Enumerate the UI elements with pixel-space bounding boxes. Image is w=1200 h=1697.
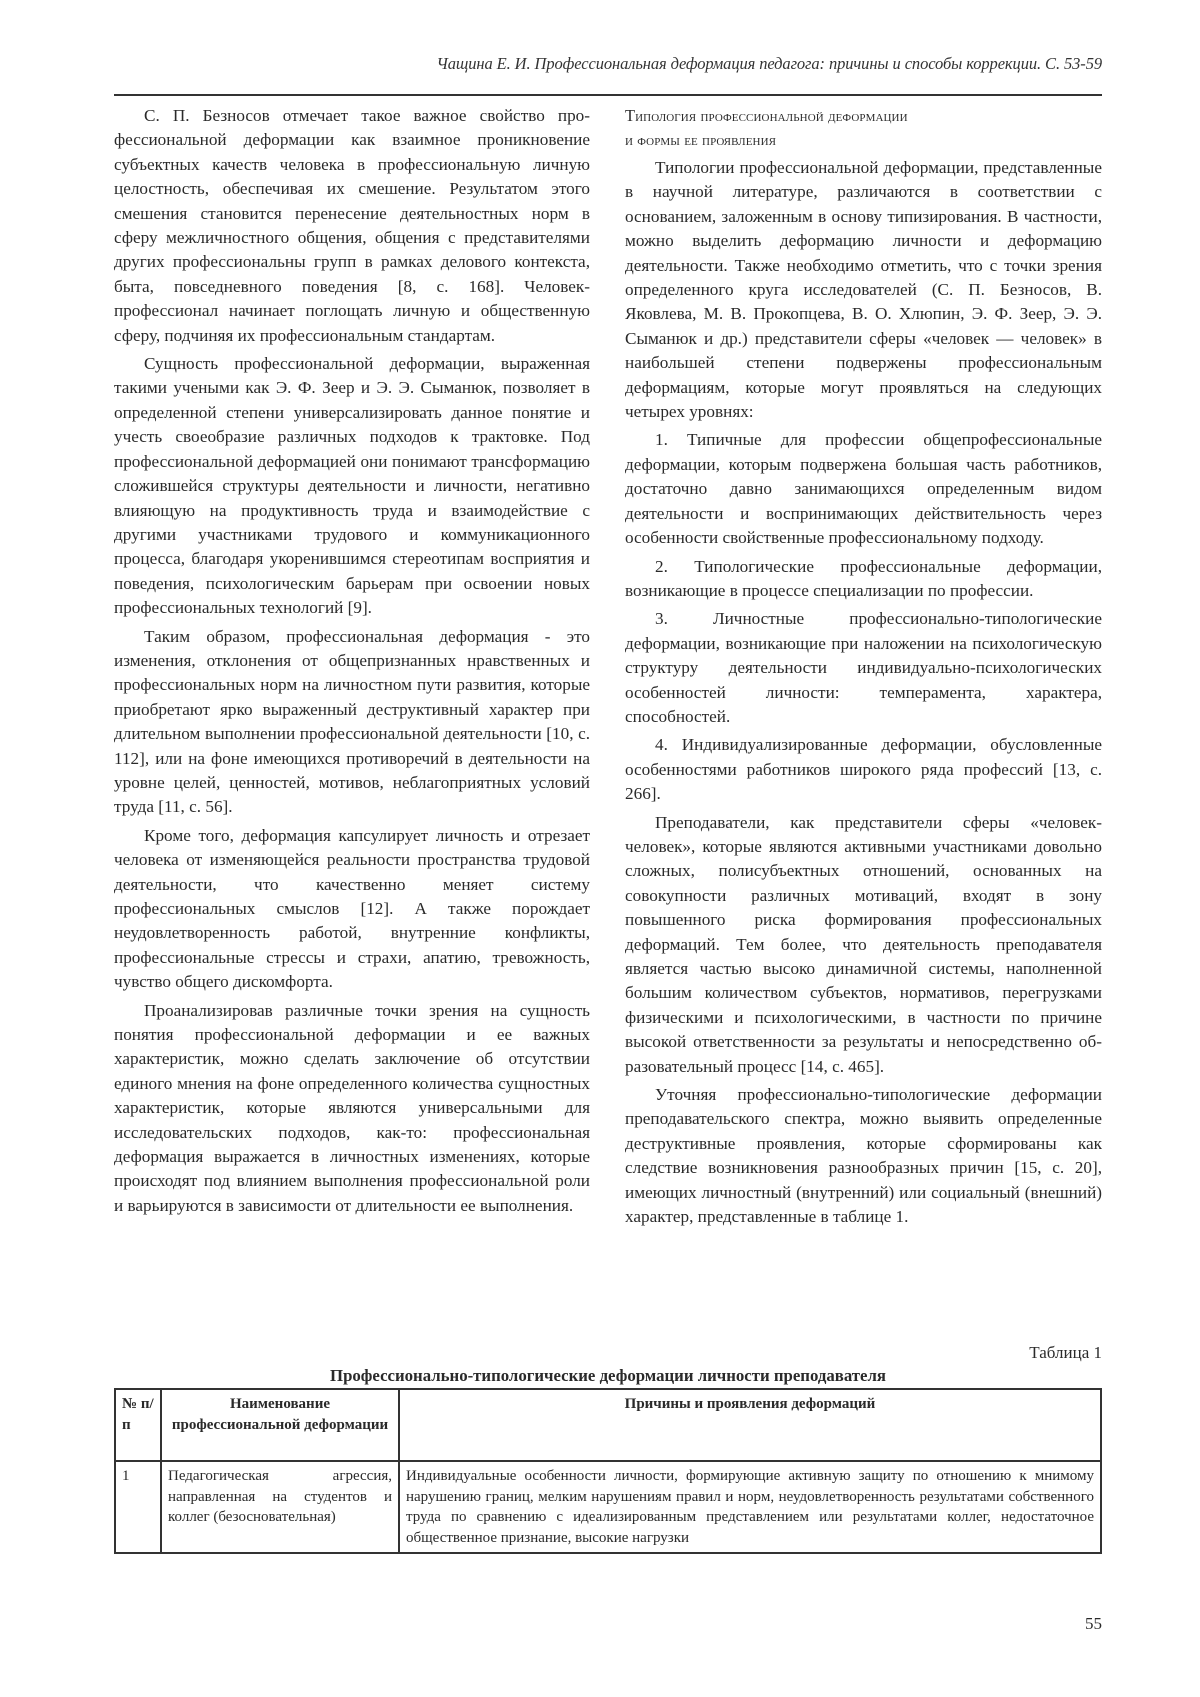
- section-title-line-2: и формы ее проявления: [625, 130, 777, 149]
- cell-number: 1: [115, 1461, 161, 1553]
- cell-causes: Индивидуальные особенности личности, формирующие активную защиту по отношению к мнимому нарушению границ, мелким нарушениям правил и норм, неудовлетворенность результатами собственного труда по сравнению с идеализированным представлением или результатами коллег, недостаточное общественное признание, высокие нагрузки: [399, 1461, 1101, 1553]
- paragraph: Типологии профессиональной деформации, представленные в научной литературе, различаются в соответствии с основанием, заложенным в основу типизирования. В частности, можно выделить деформацию личности и деформацию деятельности. Также необходимо отметить, что с точки зрения определенного круга исследователей (С. П. Безносов, В. Яковлева, М. В. Прокопцева, В. О. Хлюпин, Э. Ф. Зеер, Э. Э. Сыманюк и др.) представители сферы «человек — человек» в наибольшей степени подвержены профессиональным деформациям, которые могут проявляться на следующих четырех уровнях:: [625, 158, 1102, 422]
- table-label: Таблица 1: [1029, 1343, 1102, 1362]
- page-number: 55: [1085, 1614, 1102, 1633]
- paragraph: Сущность профессиональной деформации, выраженная такими учеными как Э. Ф. Зеер и Э. Э. Сыманюк, позволяет в определенной степени универсализировать данное понятие и учесть своеобразие различных подходов к трактовке. Под профессиональной деформацией они понимают трансформацию сложившейся структуры деятельности и личности, негативно влияющую на продуктивность труда и взаимодействие с другими участниками трудового и коммуникационного процесса, благодаря укоренившимся стереотипам восприятия и поведения, психологическим барьерам при освоении новых профессиональных технологий [9].: [114, 354, 590, 618]
- cell-name: Педагогическая агрессия, направленная на студентов и коллег (безосновательная): [161, 1461, 399, 1553]
- list-item-1: 1. Типичные для профессии общепрофессиональные деформации, которым подвержена большая часть работников, достаточно давно занимающихся определенным видом деятельности и воспринимающих действительность через особенности свойственные профессиональному подходу.: [625, 430, 1102, 548]
- paragraph: Таким образом, профессиональная деформация - это изменения, отклонения от общепризнанных нравственных и профессиональных норм на личностном пути развития, которые приобретают ярко выраженный деструктивный характер при длительном выполнении профессиональной деятельности [10, с. 112], или на фоне имеющихся противоречий в деятельности на уровне целей, ценностей, мотивов, неблагоприятных условий труда [11, с. 56].: [114, 626, 590, 817]
- running-head: Чащина Е. И. Профессиональная деформация педагога: причины и способы коррекции. С. 53-59: [436, 54, 1102, 73]
- table-title: Профессионально-типологические деформации личности преподавателя: [330, 1366, 886, 1385]
- header-causes: Причины и проявления деформаций: [399, 1389, 1101, 1461]
- left-column: [114, 104, 590, 1218]
- list-item-4: 4. Индивидуализированные деформации, обусловленные особенностями работников широкого ряда профессий [13, с. 266].: [625, 735, 1102, 804]
- section-title-line-1: Типология профессиональной деформации: [625, 106, 908, 125]
- section-title: [625, 104, 1102, 152]
- paragraph: С. П. Безносов отмечает такое важное свойство профессиональной деформации как взаимное проникновение субъектных качеств человека в профессиональную личную целостность, обеспечивая их смешение. Результатом этого смешения становится перенесение деятельностных норм в сферу межличностного общения, общения с представителями других профессиональны групп в рамках делового контекста, быта, повседневного поведения [8, с. 168]. Человек-профессионал начинает поглощать личную и общественную сферу, подчиняя их профессиональным стандартам.: [114, 106, 590, 345]
- paragraph: Преподаватели, как представители сферы «человек-человек», которые являются активными участниками довольно сложных, полисубъектных отношений, основанных на совокупности различных мотиваций, входят в зону повышенного риска формирования профессиональных деформаций. Тем более, что деятельность преподавателя является частью высоко динамичной системы, наполненной большим количеством субъектов, нормативов, перегрузками физическими и психологическими, в частности по причине высокой ответственности за результаты и непосредственно образовательный процесс [14, с. 465].: [625, 812, 1102, 1076]
- header-rule: [114, 94, 1102, 96]
- paragraph: Кроме того, деформация капсулирует личность и отрезает человека от изменяющейся реальности пространства трудовой деятельности, что качественно меняет систему профессиональных смыслов [12]. А также порождает неудовлетворенность работой, внутренние конфликты, профессиональные стрессы и страхи, апатию, тревожность, чувство общего дискомфорта.: [114, 825, 590, 992]
- header-name: Наименование профессиональной деформации: [161, 1389, 399, 1461]
- list-item-2: 2. Типологические профессиональные деформации, возникающие в процессе специализации по профессии.: [625, 556, 1102, 600]
- list-item-3: 3. Личностные профессионально-типологические деформации, возникающие при наложении на психологическую структуру деятельности индивидуально-психологических особенностей личности: темперамента, характера, способностей.: [625, 609, 1102, 726]
- paragraph: Уточняя профессионально-типологические деформации преподавательского спектра, можно выявить определенные деструктивные проявления, которые сформированы как следствие возникновения разнообразных причин [15, с. 20], имеющих личностный (внутренний) или социальный (внешний) характер, представленные в таблице 1.: [625, 1085, 1102, 1227]
- table-header-row: [115, 1389, 1101, 1461]
- table-row: [115, 1461, 1101, 1553]
- header-number: № п/п: [115, 1389, 161, 1461]
- paragraph: Проанализировав различные точки зрения на сущность понятия профессиональной деформации и ее важных характеристик, можно сделать заключение об отсутствии единого мнения на фоне определенного количества сущностных характеристик, которые являются универсальными для исследовательских подходов, как-то: профессиональная деформация выражается в личностных изменениях, которые происходят под влиянием выполнения профессиональной роли и варьируются в зависимости от длительности ее выполнения.: [114, 1000, 590, 1215]
- data-table: [114, 1388, 1102, 1554]
- right-column: [625, 104, 1102, 1229]
